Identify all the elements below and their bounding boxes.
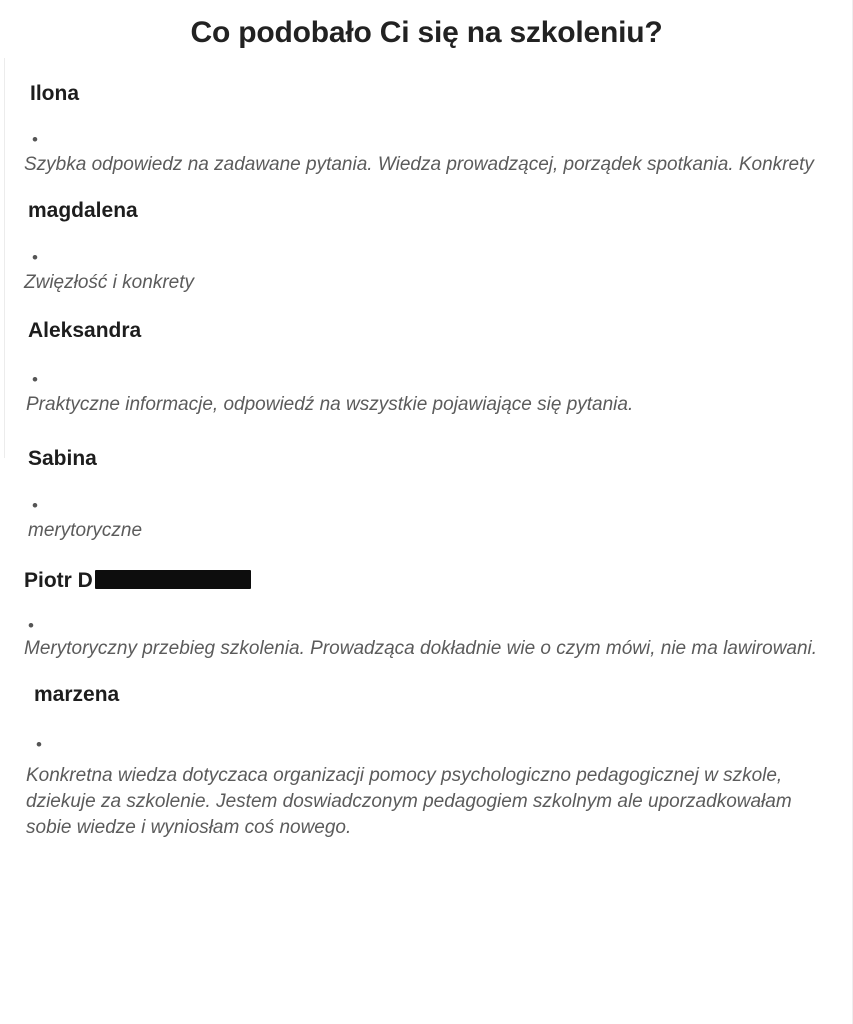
respondent-name: [24, 567, 251, 594]
feedback-text: Zwięzłość i konkrety: [24, 271, 194, 293]
left-margin-rule: [4, 58, 5, 458]
respondent-name: magdalena: [28, 199, 138, 223]
feedback-entry: [24, 177, 835, 295]
feedback-list: [0, 56, 853, 841]
feedback-text: Szybka odpowiedz na zadawane pytania. Wiedza prowadzącej, porządek spotkania. Konkrety: [24, 153, 814, 175]
bullet-marker: •: [32, 495, 38, 515]
feedback-entry: [24, 543, 835, 661]
respondent-name-visible: Piotr D: [24, 569, 93, 593]
feedback-entry: [24, 295, 835, 417]
feedback-entry: [24, 417, 835, 543]
respondent-name: Sabina: [28, 447, 97, 471]
feedback-text: merytoryczne: [28, 519, 143, 541]
bullet-marker: •: [32, 369, 38, 389]
bullet-marker: •: [28, 615, 34, 635]
feedback-text: Konkretna wiedza dotyczaca organizacji pomocy psychologiczno pedagogicznej w szkole, dziekuje za szkolenie. Jestem doswiadczonym pedagogiem szkolnym ale uporzadkowałam sobie wiedze i wyniosłam coś nowego.: [26, 765, 792, 838]
feedback-text: Praktyczne informacje, odpowiedź na wszystkie pojawiające się pytania.: [26, 393, 634, 415]
feedback-text: Merytoryczny przebieg szkolenia. Prowadząca dokładnie wie o czym mówi, nie ma lawirowani.: [24, 637, 818, 659]
bullet-marker: •: [36, 735, 42, 755]
page-title: Co podobało Ci się na szkoleniu?: [190, 16, 663, 49]
bullet-marker: •: [32, 247, 38, 267]
feedback-entry: [24, 661, 835, 840]
bottom-shaded-area: [0, 849, 853, 1024]
respondent-name: marzena: [34, 683, 120, 707]
feedback-entry: [24, 56, 835, 178]
respondent-name: Ilona: [30, 81, 80, 105]
bullet-marker: •: [32, 129, 38, 149]
name-redaction-bar: [95, 570, 251, 589]
respondent-name: Aleksandra: [28, 319, 142, 343]
